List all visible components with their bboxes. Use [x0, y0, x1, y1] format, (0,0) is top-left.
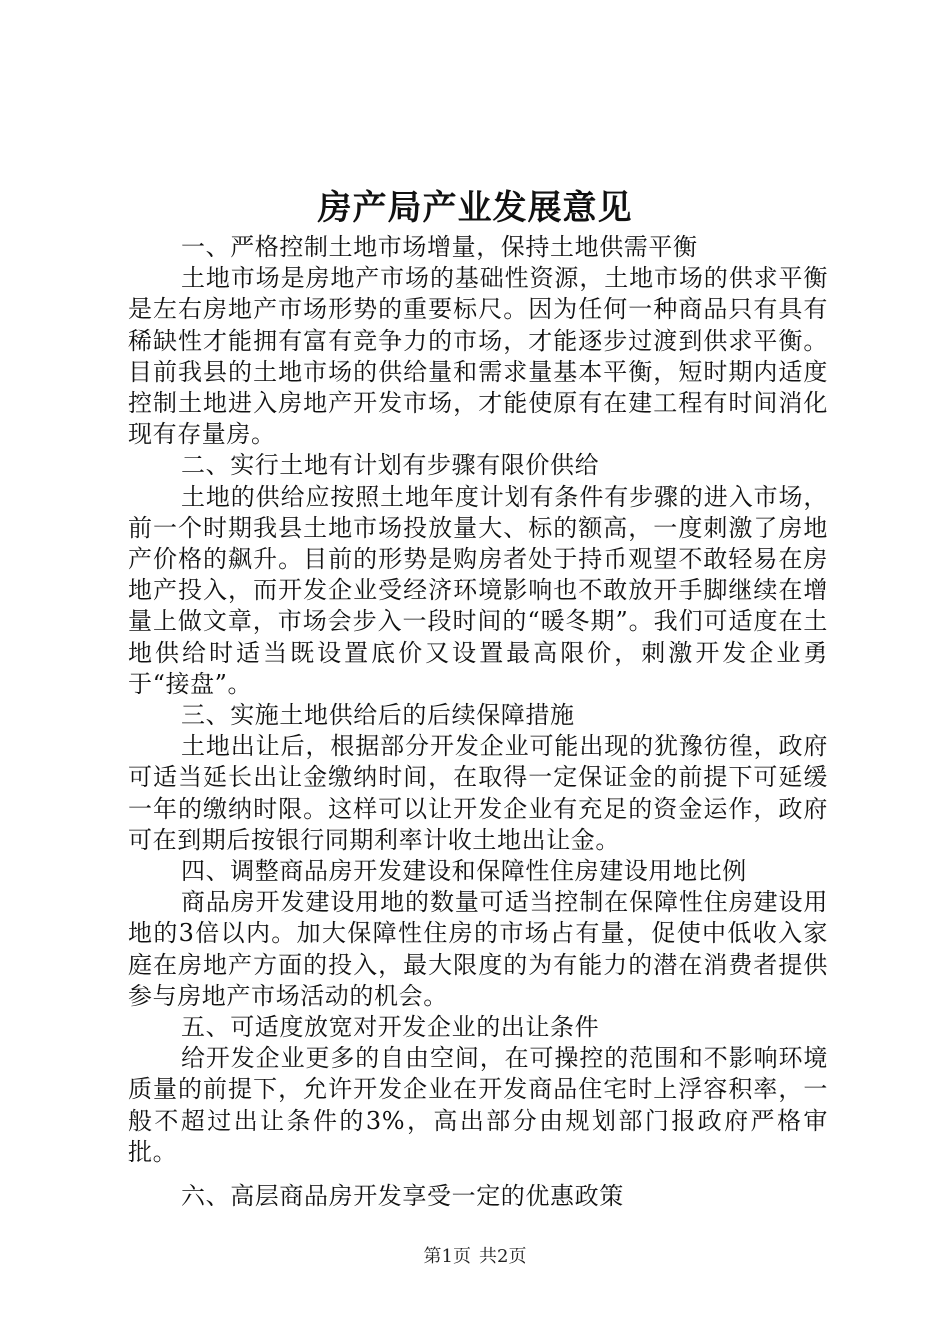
page-number-total: 共2页: [479, 1246, 527, 1267]
section-paragraph-1: 土地市场是房地产市场的基础性资源，土地市场的供求平衡是左右房地产市场形势的重要标尺。因为任何一种商品只有具有稀缺性才能拥有富有竞争力的市场，才能逐步过渡到供求平衡。目前我县的土地市场的供给量和需求量基本平衡，短时期内适度控制土地进入房地产开发市场，才能使原有在建工程有时间消化现有存量房。: [128, 264, 828, 449]
document-title: 房产局产业发展意见: [317, 188, 633, 228]
section-heading-2: 二、实行土地有计划有步骤有限价供给: [181, 451, 600, 480]
section-paragraph-5: 给开发企业更多的自由空间，在可操控的范围和不影响环境质量的前提下，允许开发企业在开发商品住宅时上浮容积率，一般不超过出让条件的3%，高出部分由规划部门报政府严格审批。: [128, 1044, 828, 1166]
section-heading-6: 六、高层商品房开发享受一定的优惠政策: [181, 1182, 624, 1211]
section-paragraph-4: 商品房开发建设用地的数量可适当控制在保障性住房建设用地的3倍以内。加大保障性住房的市场占有量，促使中低收入家庭在房地产方面的投入，最大限度的为有能力的潜在消费者提供参与房地产市场活动的机会。: [128, 888, 828, 1010]
section-heading-4: 四、调整商品房开发建设和保障性住房建设用地比例: [181, 857, 747, 886]
section-paragraph-3: 土地出让后，根据部分开发企业可能出现的犹豫彷徨，政府可适当延长出让金缴纳时间，在取得一定保证金的前提下可延缓一年的缴纳时限。这样可以让开发企业有充足的资金运作，政府可在到期后按银行同期利率计收土地出让金。: [128, 732, 828, 854]
page-footer: [0, 1245, 950, 1269]
section-heading-1: 一、严格控制土地市场增量，保持土地供需平衡: [181, 233, 698, 261]
section-heading-3: 三、实施土地供给后的后续保障措施: [181, 701, 575, 730]
page-number-current: 第1页: [423, 1246, 471, 1267]
document-body: [128, 232, 828, 1212]
section-paragraph-2: 土地的供给应按照土地年度计划有条件有步骤的进入市场，前一个时期我县土地市场投放量大、标的额高，一度刺激了房地产价格的飙升。目前的形势是购房者处于持币观望不敢轻易在房地产投入，而开发企业受经济环境影响也不敢放开手脚继续在增量上做文章，市场会步入一段时间的“暖冬期”。我们可适度在土地供给时适当既设置底价又设置最高限价，刺激开发企业勇于“接盘”。: [128, 482, 828, 698]
section-heading-5: 五、可适度放宽对开发企业的出让条件: [181, 1013, 600, 1042]
